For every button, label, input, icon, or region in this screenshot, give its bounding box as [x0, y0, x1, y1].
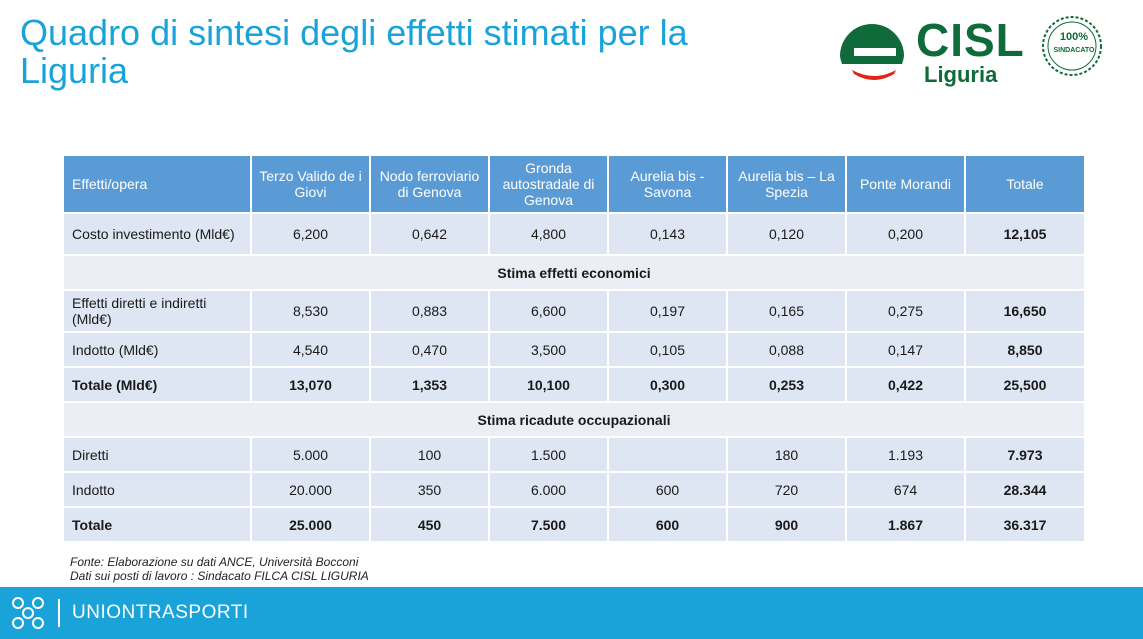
table-cell: 0,088 [727, 332, 846, 367]
column-header: Nodo ferroviario di Genova [370, 155, 489, 213]
table-header-row [63, 155, 1085, 213]
cisl-logo [836, 12, 1106, 92]
table-cell: 8,530 [251, 290, 370, 332]
table-cell-total: 28.344 [965, 472, 1085, 507]
row-label: Totale [63, 507, 251, 542]
table-cell: 1,353 [370, 367, 489, 402]
jobs-note: Dati sui posti di lavoro : Sindacato FILCA CISL LIGURIA [70, 569, 369, 583]
table-cell: 3,500 [489, 332, 608, 367]
table-cell: 0,200 [846, 213, 965, 255]
footer-bar [0, 587, 1143, 639]
section-heading: Stima ricadute occupazionali [63, 402, 1085, 437]
brand-region: Liguria [924, 62, 998, 87]
table-row-subtotal [63, 367, 1085, 402]
table-row [63, 290, 1085, 332]
table-cell: 6.000 [489, 472, 608, 507]
badge-percent: 100% [1059, 31, 1089, 43]
table-cell: 5.000 [251, 437, 370, 472]
table-row [63, 437, 1085, 472]
table-cell: 13,070 [251, 367, 370, 402]
table-cell: 900 [727, 507, 846, 542]
table-cell [608, 437, 727, 472]
table-cell: 7.500 [489, 507, 608, 542]
table-cell: 25.000 [251, 507, 370, 542]
row-label: Totale (Mld€) [63, 367, 251, 402]
table-cell: 0,165 [727, 290, 846, 332]
table-row [63, 332, 1085, 367]
row-label: Diretti [63, 437, 251, 472]
column-header: Aurelia bis – La Spezia [727, 155, 846, 213]
table-cell: 0,253 [727, 367, 846, 402]
table-cell: 180 [727, 437, 846, 472]
table-cell: 1.193 [846, 437, 965, 472]
table-cell: 600 [608, 472, 727, 507]
row-label: Costo investimento (Mld€) [63, 213, 251, 255]
table-cell: 0,470 [370, 332, 489, 367]
table-cell: 0,143 [608, 213, 727, 255]
table-row [63, 213, 1085, 255]
table-cell: 0,300 [608, 367, 727, 402]
table-cell: 1.500 [489, 437, 608, 472]
table-cell-total: 25,500 [965, 367, 1085, 402]
table-cell-total: 8,850 [965, 332, 1085, 367]
table-cell-total: 7.973 [965, 437, 1085, 472]
table-row [63, 472, 1085, 507]
row-label: Indotto (Mld€) [63, 332, 251, 367]
table-cell: 4,800 [489, 213, 608, 255]
row-label: Effetti diretti e indiretti (Mld€) [63, 290, 251, 332]
table-cell: 0,422 [846, 367, 965, 402]
table-cell: 100 [370, 437, 489, 472]
effects-table [62, 154, 1086, 543]
table-cell: 0,120 [727, 213, 846, 255]
footer-divider [58, 599, 60, 627]
table-cell: 0,275 [846, 290, 965, 332]
badge-label: SINDACATO [1053, 47, 1095, 54]
column-header: Gronda autostradale di Genova [489, 155, 608, 213]
section-heading: Stima effetti economici [63, 255, 1085, 290]
badge-text [1046, 30, 1102, 58]
table-cell: 0,105 [608, 332, 727, 367]
column-header: Terzo Valido de i Giovi [251, 155, 370, 213]
section-row [63, 255, 1085, 290]
table-cell: 674 [846, 472, 965, 507]
table-cell: 6,200 [251, 213, 370, 255]
table-cell: 4,540 [251, 332, 370, 367]
table-cell-total: 16,650 [965, 290, 1085, 332]
table-cell-total: 12,105 [965, 213, 1085, 255]
column-header: Effetti/opera [63, 155, 251, 213]
cisl-emblem-icon [836, 12, 908, 82]
section-row [63, 402, 1085, 437]
column-header: Totale [965, 155, 1085, 213]
table-cell: 6,600 [489, 290, 608, 332]
table-cell: 1.867 [846, 507, 965, 542]
row-label: Indotto [63, 472, 251, 507]
table-row-total [63, 507, 1085, 542]
table-cell: 0,642 [370, 213, 489, 255]
table-cell: 0,147 [846, 332, 965, 367]
column-header: Ponte Morandi [846, 155, 965, 213]
footer-brand-name: UNIONTRASPORTI [72, 602, 249, 623]
table-cell: 720 [727, 472, 846, 507]
source-note: Fonte: Elaborazione su dati ANCE, Università Bocconi [70, 555, 359, 569]
column-header: Aurelia bis - Savona [608, 155, 727, 213]
table-cell: 10,100 [489, 367, 608, 402]
uniontrasporti-logo-icon [8, 595, 48, 631]
brand-name: CISL [916, 14, 1025, 66]
table-cell-total: 36.317 [965, 507, 1085, 542]
source-notes [70, 555, 369, 583]
table-cell: 20.000 [251, 472, 370, 507]
table-cell: 350 [370, 472, 489, 507]
table-cell: 0,883 [370, 290, 489, 332]
table-cell: 600 [608, 507, 727, 542]
table-cell: 0,197 [608, 290, 727, 332]
table-cell: 450 [370, 507, 489, 542]
page-title: Quadro di sintesi degli effetti stimati per la Liguria [20, 12, 688, 91]
